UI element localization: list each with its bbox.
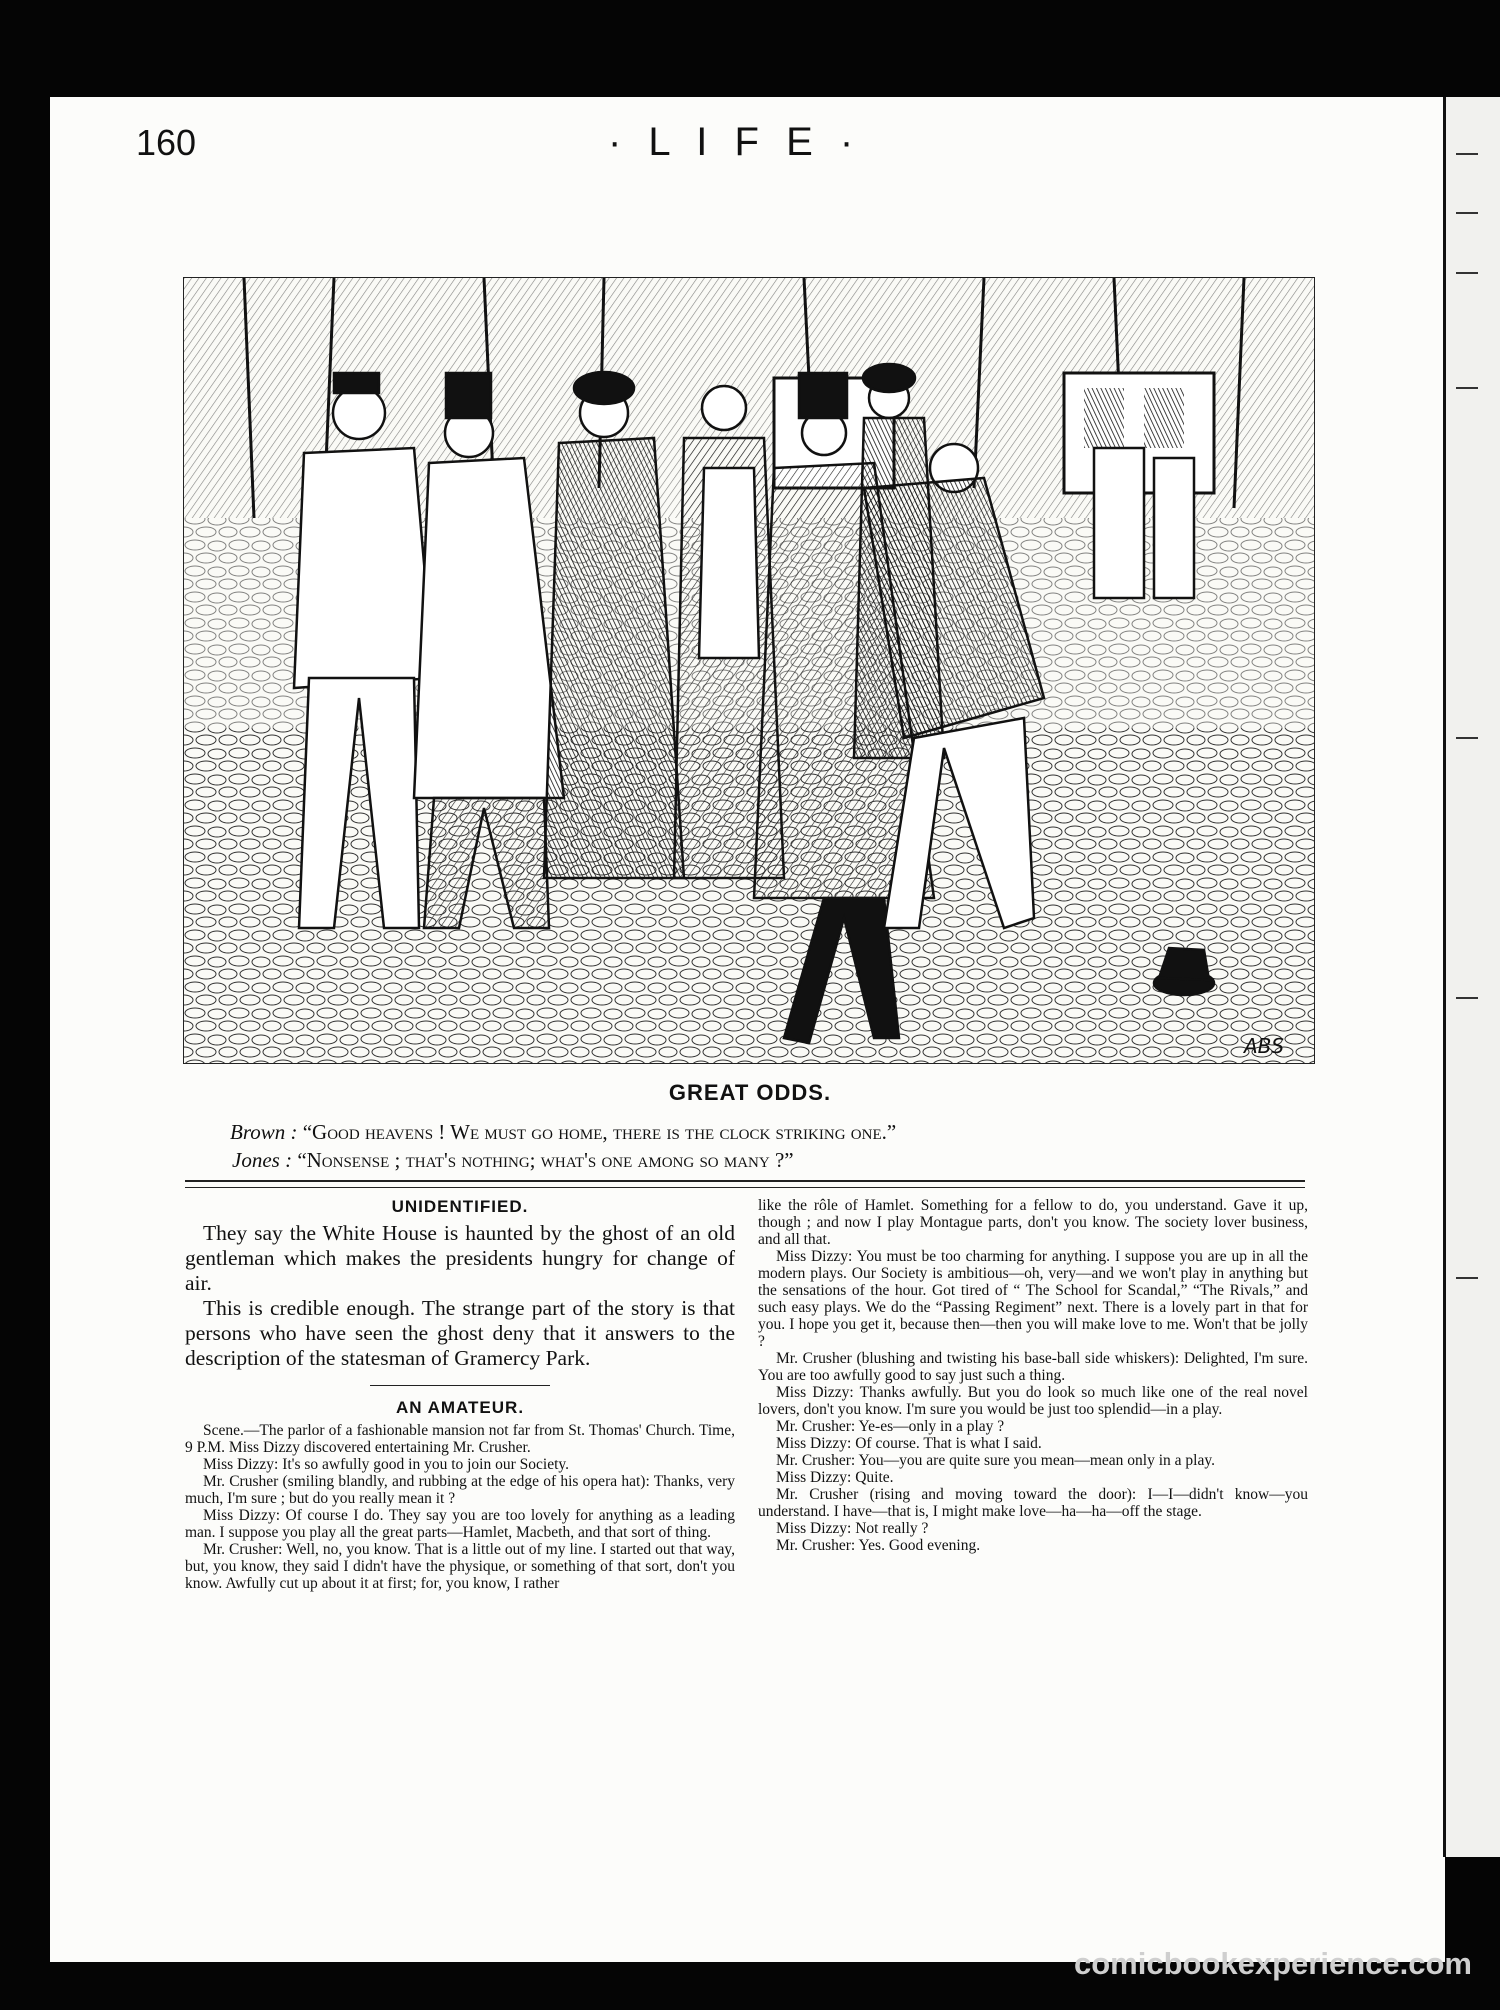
amateur-scene: Scene.—The parlor of a fashionable mansion not far from St. Thomas' Church. Time, 9 P.M. Miss Dizzy discovered entertaining Mr. Crusher. xyxy=(185,1422,735,1456)
left-column xyxy=(185,1197,735,1592)
amateur-dialogue: Miss Dizzy: It's so awfully good in you to join our Society. xyxy=(203,1456,570,1473)
illustration-title: GREAT ODDS. xyxy=(668,1080,832,1105)
masthead-title: · L I F E · xyxy=(608,120,862,164)
right-column xyxy=(758,1197,1308,1554)
unidentified-paragraph-2: This is credible enough. The strange part of the story is that persons who have seen the ghost deny that it answers to the description of the statesman of Gramercy Park. xyxy=(185,1296,735,1370)
section-divider xyxy=(185,1180,1305,1188)
amateur-dialogue: Miss Dizzy: Not really ? xyxy=(776,1520,929,1537)
amateur-dialogue: Mr. Crusher: You—you are quite sure you mean—mean only in a play. xyxy=(776,1452,1215,1469)
article-divider xyxy=(370,1385,550,1386)
amateur-dialogue: Mr. Crusher (blushing and twisting his base-ball side whiskers): Delighted, I'm sure. You are too awfully good to say just such a thing. xyxy=(758,1350,1308,1384)
caption-line-1 xyxy=(230,1120,896,1145)
amateur-dialogue: Miss Dizzy: Of course I do. They say you are too lovely for anything as a leading man. I suppose you play all the great parts—Hamlet, Macbeth, and that sort of thing. xyxy=(185,1507,735,1541)
caption-line-2 xyxy=(232,1148,794,1173)
amateur-dialogue: Mr. Crusher: Yes. Good evening. xyxy=(776,1537,981,1554)
amateur-dialogue: Mr. Crusher (rising and moving toward the door): I—I—didn't know—you understand. I have—that is, I might make love—ha—ha—off the stage. xyxy=(758,1486,1308,1520)
unidentified-title: UNIDENTIFIED. xyxy=(391,1197,529,1216)
great-odds-illustration xyxy=(183,277,1315,1064)
amateur-dialogue: Mr. Crusher (smiling blandly, and rubbing at the edge of his opera hat): Thanks, very much, I'm sure ; but do you really mean it ? xyxy=(185,1473,735,1507)
caption-quote-jones: “Nonsense ; that's nothing; what's one among so many ?” xyxy=(297,1148,794,1172)
amateur-dialogue: Miss Dizzy: Thanks awfully. But you do look so much like one of the real novel lovers, don't you know. I'm sure you would be just too splendid—in a play. xyxy=(758,1384,1308,1418)
watermark: comicbookexperience.com xyxy=(1074,1946,1472,1981)
amateur-dialogue: Miss Dizzy: Quite. xyxy=(776,1469,894,1486)
caption-speaker-brown: Brown : xyxy=(230,1120,298,1144)
artist-signature: ABS xyxy=(1244,1034,1285,1058)
caption-quote-brown: “Good heavens ! We must go home, there is the clock striking one.” xyxy=(302,1120,897,1144)
page-number: 160 xyxy=(136,122,197,163)
amateur-dialogue: Miss Dizzy: Of course. That is what I said. xyxy=(776,1435,1042,1452)
adjacent-page-edge xyxy=(1443,97,1500,1857)
amateur-dialogue: Mr. Crusher: Ye-es—only in a play ? xyxy=(776,1418,1005,1435)
amateur-title: AN AMATEUR. xyxy=(395,1398,525,1417)
amateur-dialogue: like the rôle of Hamlet. Something for a fellow to do, you understand. Gave it up, though ; and now I play Montague parts, don't you know. The society lover business, and all that. xyxy=(758,1197,1308,1248)
amateur-dialogue: Mr. Crusher: Well, no, you know. That is a little out of my line. I started out that way, but, you know, they said I didn't have the physique, or something of that sort, don't you know. Awfully cut up about it at first; for, you know, I rather xyxy=(185,1541,735,1592)
unidentified-paragraph-1: They say the White House is haunted by the ghost of an old gentleman which makes the presidents hungry for change of air. xyxy=(185,1221,735,1295)
caption-speaker-jones: Jones : xyxy=(232,1148,293,1172)
amateur-dialogue: Miss Dizzy: You must be too charming for anything. I suppose you are up in all the modern plays. Our Society is ambitious—oh, very—and we won't play in anything but the sensations of the hour. Got tired of “ The School for Scandal,” “The Rivals,” and such easy plays. We do the “Passing Regiment” next. There is a lovely part in that for you. I hope you get it, because then—then you will make love to me. Won't that be jolly ? xyxy=(758,1248,1308,1350)
